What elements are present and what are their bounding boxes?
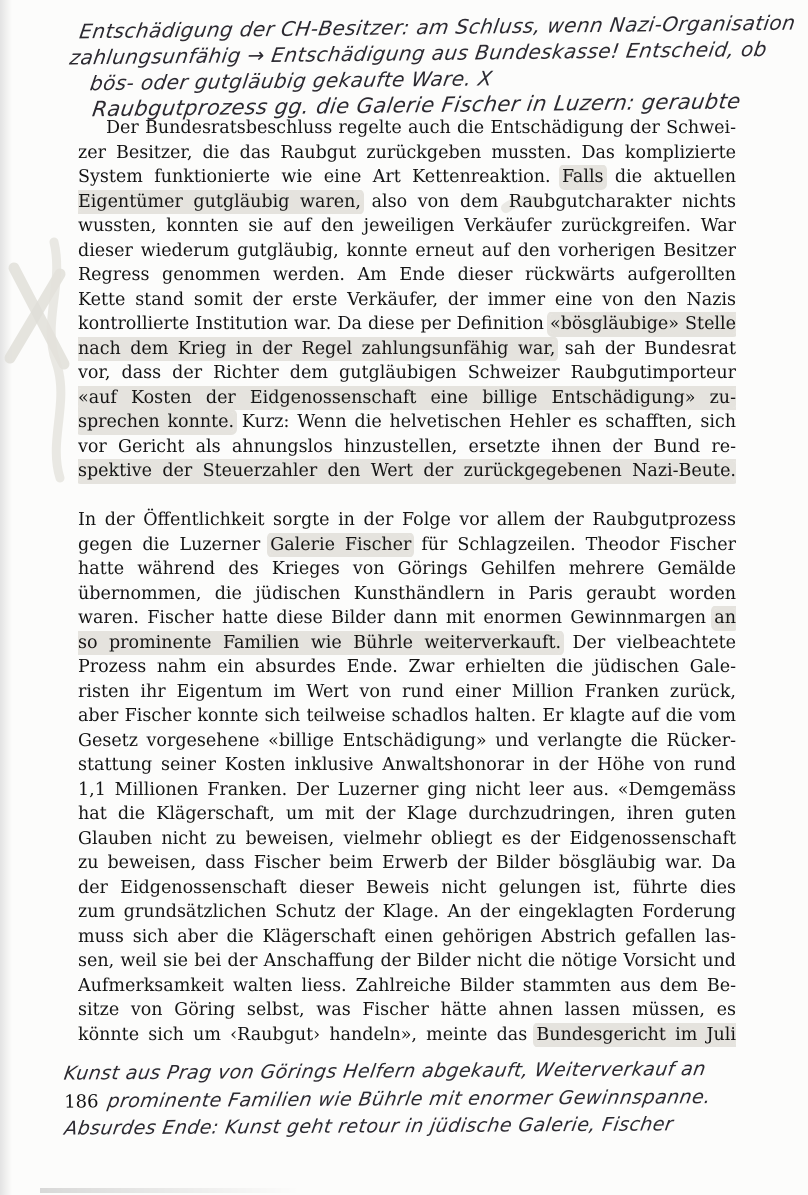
handwriting-line: Kunst aus Prag von Görings Helfern abgekauft, Weiterverkauf an <box>62 1058 708 1085</box>
highlighted-text: «auf Kosten der Eidgenossenschaft eine billige Entschädigung» zu- <box>78 387 736 408</box>
handwriting-line: Entschädigung der CH-Besitzer: am Schluss, wenn Nazi-Organisation <box>77 10 798 44</box>
text-line <box>78 998 736 1023</box>
handwritten-annotation-top <box>65 10 802 123</box>
handwritten-annotation-bottom <box>62 1055 803 1143</box>
text-segment: zu beweisen, dass Fischer beim Erwerb der Bilder bösgläubig war. Da <box>78 853 736 873</box>
text-segment: muss sich aber die Klägerschaft einen gehörigen Abstrich gefallen las- <box>78 926 736 947</box>
paragraph <box>78 116 736 484</box>
text-line <box>78 827 736 852</box>
text-segment: für Schlagzeilen. Theodor Fischer <box>411 534 736 555</box>
text-segment: hat die Klägerschaft, um mit der Klage durchzudringen, ihren guten <box>78 804 736 824</box>
text-segment: hatte während des Krieges von Görings Gehilfen mehrere Gemälde <box>78 559 736 579</box>
text-segment: Der vielbeachtete <box>561 632 736 653</box>
text-line <box>78 974 736 999</box>
highlighter-x-mark <box>14 268 64 364</box>
highlighter-x-mark <box>10 274 60 358</box>
text-line <box>78 1023 736 1048</box>
text-line <box>78 459 736 484</box>
text-line <box>78 190 736 215</box>
text-segment: zum grundsätzlichen Schutz der Klage. An der eingeklagten Forderung <box>78 902 736 922</box>
text-segment: zer Besitzer, die das Raubgut zurückgeben mussten. Das komplizierte <box>78 142 736 163</box>
text-segment: sitze von Göring selbst, was Fischer hätte ahnen lassen müssen, es <box>78 1000 736 1020</box>
text-line <box>78 288 736 313</box>
text-segment: vor Gericht als ahnungslos hinzustellen, ersetzte ihnen der Bund re- <box>78 436 736 457</box>
text-line <box>78 263 736 288</box>
text-segment: wussten, konnten sie auf den jeweiligen Verkäufer zurückgreifen. War <box>78 216 736 236</box>
handwriting-line: zahlungsunfähig → Entschädigung aus Bundeskasse! Entscheid, ob <box>68 36 769 70</box>
highlighted-text: an <box>714 608 736 628</box>
highlighted-text: spektive der Steuerzahler den Wert der zurückgegebenen Nazi-Beute. <box>78 461 736 481</box>
text-segment: dieser wiederum gutgläubig, konnte erneut auf den vorherigen Besitzer <box>78 240 736 261</box>
highlighted-text: «bösgläubige» Stelle <box>549 314 736 334</box>
text-line <box>78 655 736 680</box>
text-line <box>78 680 736 705</box>
text-segment: vor, dass der Richter dem gutgläubigen Schweizer Raubgutimporteur <box>78 363 736 383</box>
text-segment: Regress genommen werden. Am Ende dieser rückwärts aufgerollten <box>78 265 736 285</box>
text-line <box>78 557 736 582</box>
text-line <box>78 851 736 876</box>
highlighted-text: Eigentümer gutgläubig waren, <box>78 191 361 212</box>
text-line <box>78 900 736 925</box>
text-line <box>78 925 736 950</box>
text-line <box>78 704 736 729</box>
text-line <box>78 386 736 411</box>
text-segment: Kurz: Wenn die helvetischen Hehler es schafften, sich <box>234 412 736 432</box>
text-line <box>78 582 736 607</box>
text-segment: System funktionierte wie eine Art Kettenreaktion. <box>78 167 562 187</box>
text-line <box>78 361 736 386</box>
paragraph <box>78 508 736 1047</box>
text-line <box>78 753 736 778</box>
text-segment: Kette stand somit der erste Verkäufer, der immer eine von den Nazis <box>78 289 736 310</box>
text-line <box>78 337 736 362</box>
highlighter-squiggle <box>51 242 61 478</box>
text-line <box>78 312 736 337</box>
page-number: 186 <box>64 1090 99 1113</box>
text-segment: könnte sich um ‹Raubgut› handeln», meinte das <box>78 1024 537 1045</box>
text-segment: Glauben nicht zu beweisen, vielmehr obliegt es der Eidgenossenschaft <box>78 828 736 849</box>
text-line <box>78 949 736 974</box>
text-segment: der Eidgenossenschaft dieser Beweis nicht gelungen ist, führte dies <box>78 877 736 898</box>
text-line <box>78 729 736 754</box>
highlighted-text: sprechen konnte. <box>78 412 235 432</box>
text-segment: risten ihr Eigentum im Wert von rund einer Million Franken zurück, <box>78 681 736 702</box>
text-segment: Der Bundesratsbeschluss regelte auch die Entschädigung der Schwei- <box>106 118 736 138</box>
text-segment: die aktuellen <box>603 167 736 187</box>
handwriting-line: bös- oder gutgläubig gekaufte Ware. X <box>88 66 495 96</box>
text-segment: sen, weil sie bei der Anschaffung der Bilder nicht die nötige Vorsicht und <box>78 951 736 971</box>
highlighted-text: so prominente Familien wie Bührle weiterverkauft. <box>78 632 562 653</box>
text-line <box>78 778 736 803</box>
highlighted-text: nach dem Krieg in der Regel zahlungsunfähig war, <box>78 338 556 359</box>
text-segment: also von dem Raubgutcharakter nichts <box>361 191 736 212</box>
handwriting-line-text: prominente Familien wie Bührle mit enormer Gewinnspanne. <box>105 1085 713 1112</box>
body-text <box>78 116 736 1047</box>
text-line <box>78 876 736 901</box>
text-line <box>78 116 736 141</box>
handwriting-line: Raubgutprozess gg. die Galerie Fischer in Luzern: geraubte <box>90 89 743 122</box>
text-segment: stattung seiner Kosten inklusive Anwaltshonorar in der Höhe von rund <box>78 755 736 775</box>
text-segment: Gesetz vorgesehene «billige Entschädigung» und verlangte die Rücker- <box>78 730 736 751</box>
text-line <box>78 606 736 631</box>
text-line <box>78 631 736 656</box>
text-line <box>78 802 736 827</box>
text-segment: übernommen, die jüdischen Kunsthändlern in Paris geraubt worden <box>78 583 736 604</box>
text-segment: kontrollierte Institution war. Da diese per Definition <box>78 314 550 334</box>
text-line <box>78 410 736 435</box>
highlighted-text: Bundesgericht im Juli <box>536 1024 736 1045</box>
text-segment: aber Fischer konnte sich teilweise schadlos halten. Er klagte auf die vom <box>78 706 736 726</box>
text-line <box>78 508 736 533</box>
text-segment: Aufmerksamkeit walten liess. Zahlreiche Bilder stammten aus dem Be- <box>78 975 736 996</box>
text-segment: In der Öffentlichkeit sorgte in der Folge vor allem der Raubgutprozess <box>78 510 736 530</box>
text-line <box>78 165 736 190</box>
text-line <box>78 141 736 166</box>
highlighted-text: Galerie Fischer <box>270 534 412 555</box>
text-line <box>78 533 736 558</box>
text-segment: waren. Fischer hatte diese Bilder dann mit enormen Gewinnmargen <box>78 608 715 628</box>
highlighted-text: Falls <box>561 167 604 187</box>
text-line <box>78 435 736 460</box>
text-segment: Prozess nahm ein absurdes Ende. Zwar erhielten die jüdischen Gale- <box>78 657 736 677</box>
text-segment: sah der Bundesrat <box>555 338 736 359</box>
text-line <box>78 214 736 239</box>
text-segment: 1,1 Millionen Franken. Der Luzerner ging nicht leer aus. «Demgemäss <box>78 779 736 800</box>
text-line <box>78 239 736 264</box>
text-segment: gegen die Luzerner <box>78 534 271 555</box>
handwriting-line: Absurdes Ende: Kunst geht retour in jüdische Galerie, Fischer <box>62 1113 675 1140</box>
